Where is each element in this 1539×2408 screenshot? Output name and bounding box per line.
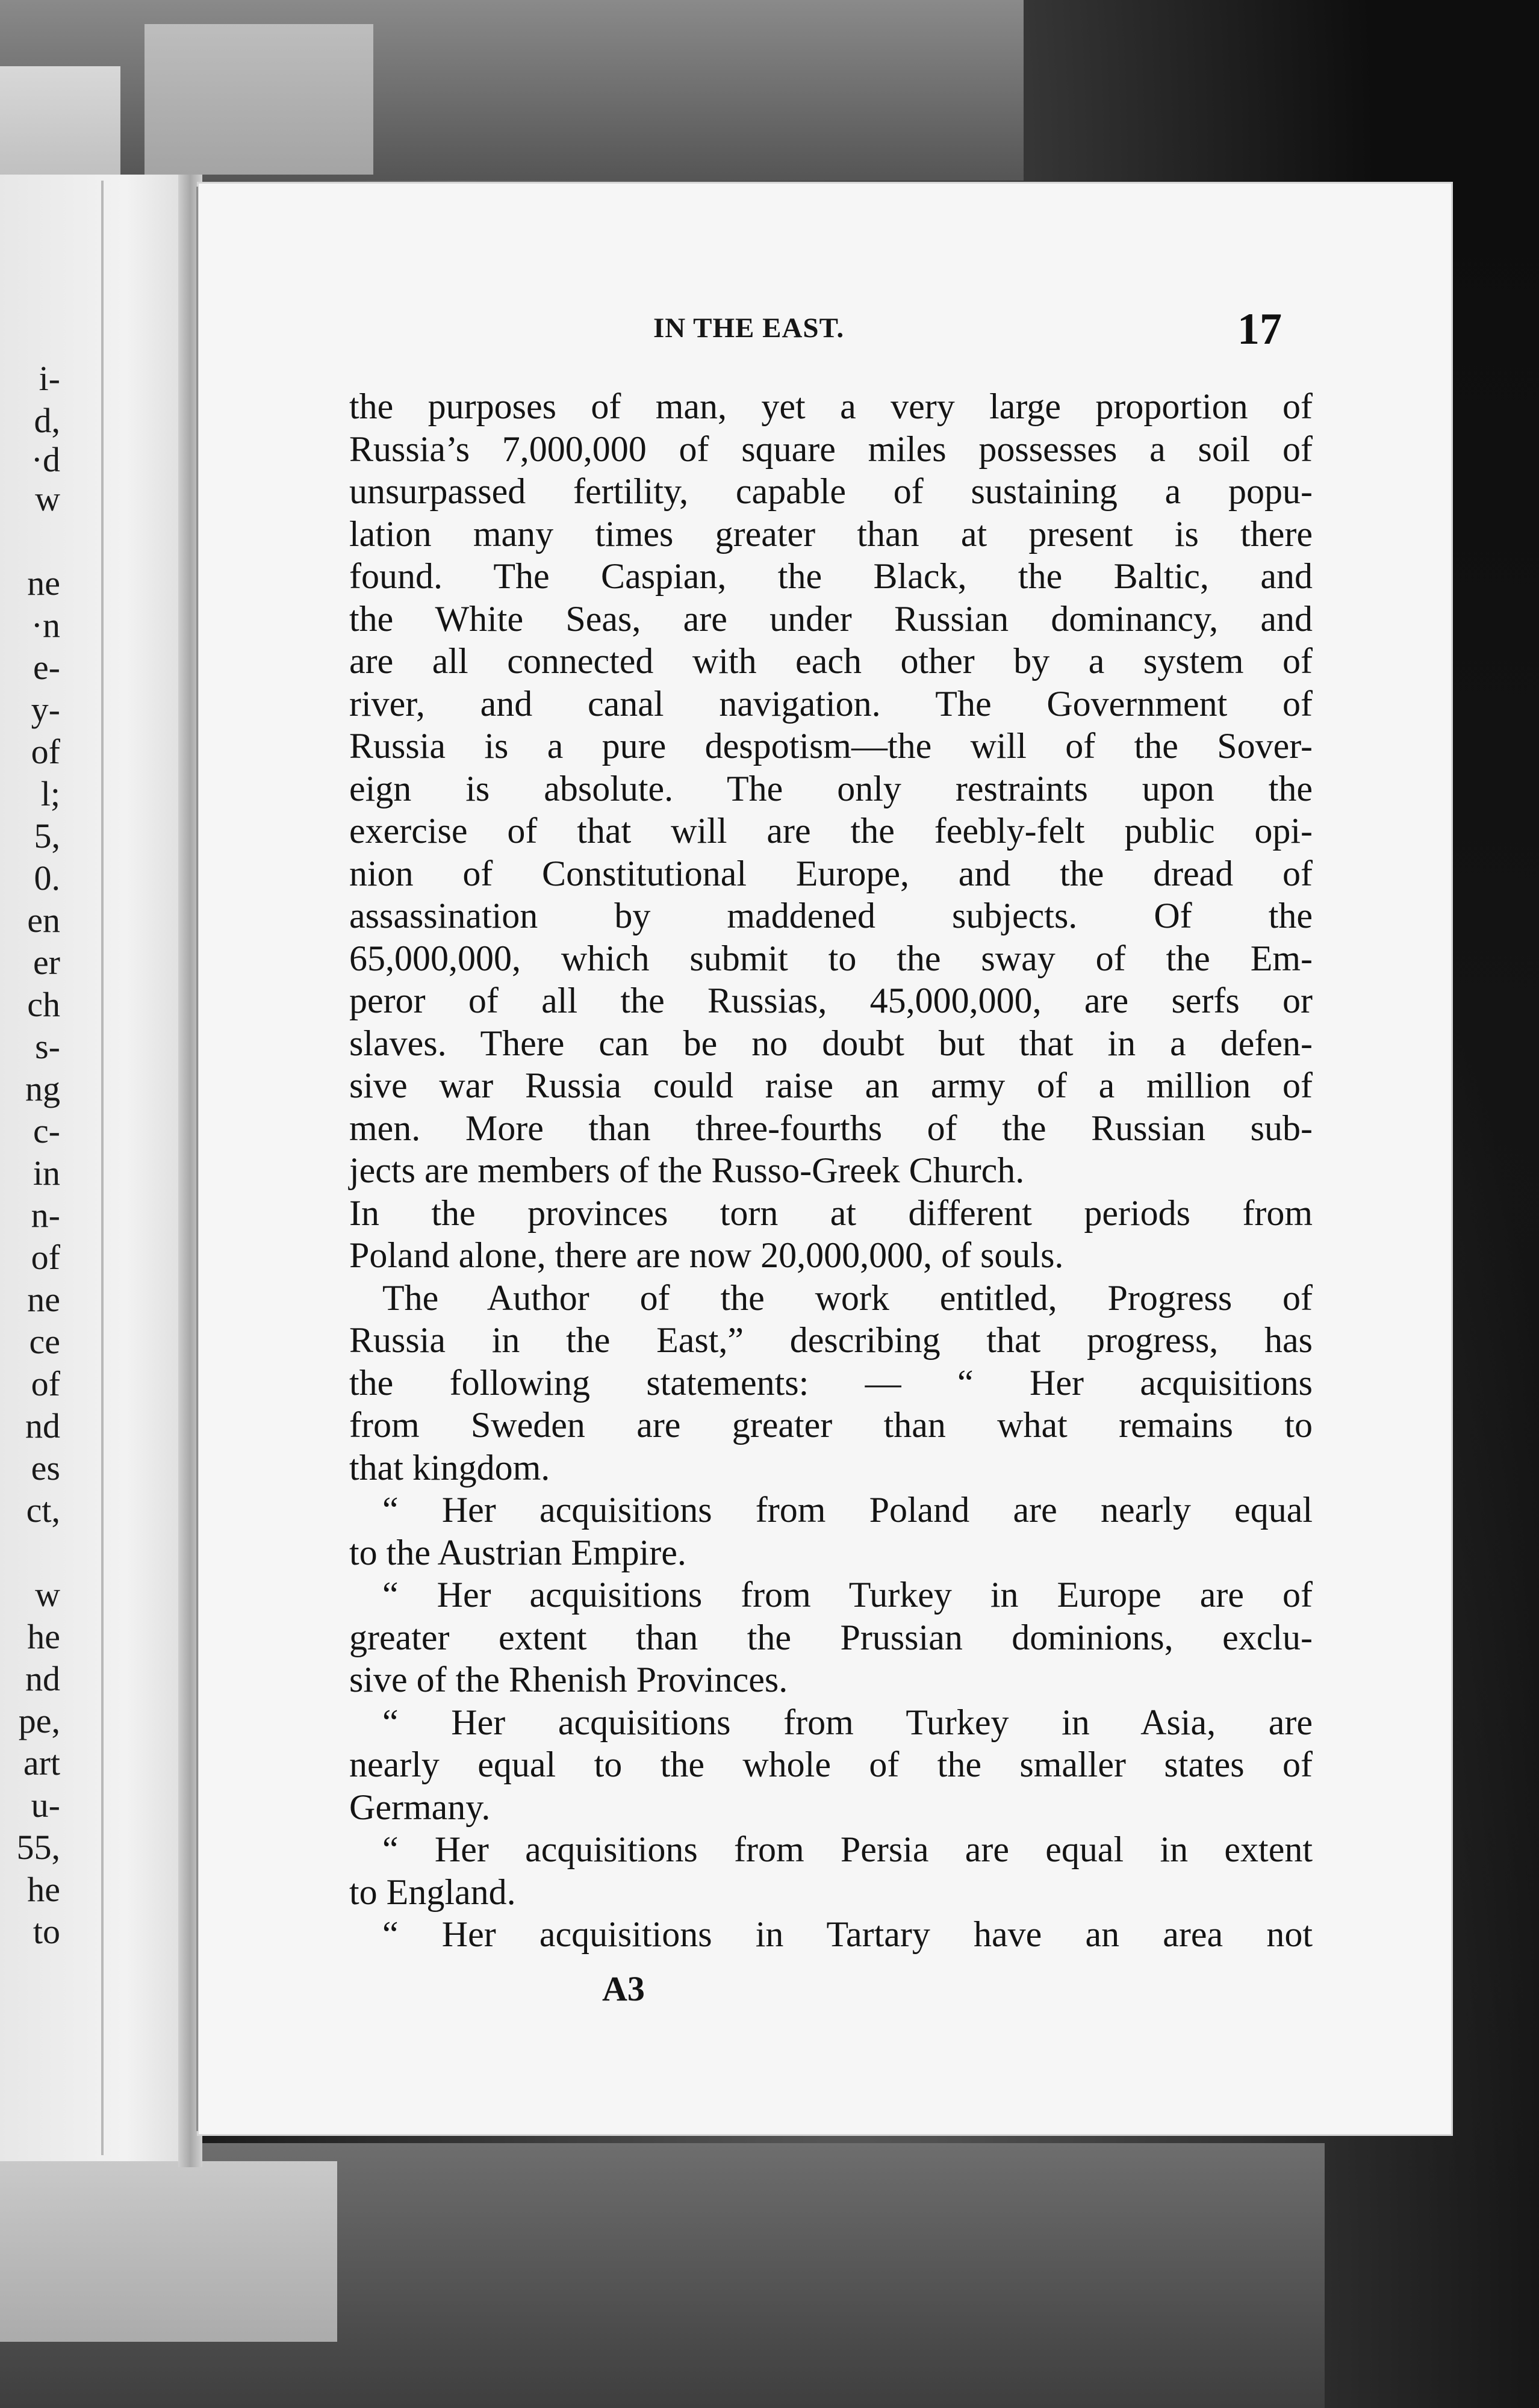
text-line: eign is absolute. The only restraints upon the <box>349 769 1313 808</box>
text-line: “ Her acquisitions from Turkey in Asia, are <box>382 1702 1313 1742</box>
text-line: jects are members of the Russo-Greek Church. <box>349 1150 1025 1190</box>
facing-page-fragment: in <box>33 1153 60 1193</box>
facing-page-fragment: n- <box>31 1196 60 1235</box>
text-line: from Sweden are greater than what remains to <box>349 1405 1313 1445</box>
text-line: assassination by maddened subjects. Of the <box>349 896 1313 936</box>
facing-page-fragment: to <box>33 1912 60 1951</box>
facing-page-fragment: es <box>31 1448 60 1488</box>
facing-page-fragment: s- <box>35 1027 60 1066</box>
text-line: to the Austrian Empire. <box>349 1533 686 1572</box>
text-line: river, and canal navigation. The Government of <box>349 684 1313 724</box>
facing-page-fragment: 55, <box>16 1828 60 1867</box>
text-line: Germany. <box>349 1787 491 1827</box>
text-line: the following statements: — “ Her acquisitions <box>349 1363 1313 1403</box>
page-number: 17 <box>1237 305 1282 354</box>
text-line: “ Her acquisitions from Persia are equal in extent <box>382 1829 1313 1869</box>
facing-page-fragment: art <box>23 1743 60 1783</box>
text-line: the White Seas, are under Russian dominancy, and <box>349 599 1313 639</box>
text-line: nion of Constitutional Europe, and the dread of <box>349 854 1313 893</box>
facing-page-fragment: u- <box>31 1786 60 1825</box>
running-head: IN THE EAST. <box>653 312 845 344</box>
text-line: men. More than three-fourths of the Russian sub- <box>349 1108 1313 1148</box>
text-line: Poland alone, there are now 20,000,000, of souls. <box>349 1235 1064 1275</box>
text-line: Russia is a pure despotism—the will of the Sover- <box>349 726 1313 766</box>
facing-page-fragment: 5, <box>34 816 60 855</box>
text-line: found. The Caspian, the Black, the Baltic, and <box>349 556 1313 596</box>
facing-page-fragment: d, <box>34 401 60 440</box>
text-line: greater extent than the Prussian dominions, exclu- <box>349 1618 1313 1657</box>
text-line: “ Her acquisitions from Poland are nearly equal <box>382 1490 1313 1530</box>
facing-page-edge <box>101 181 104 2155</box>
text-line: “ Her acquisitions from Turkey in Europe are of <box>382 1575 1313 1615</box>
facing-page-fragment: i- <box>39 359 60 398</box>
text-line: are all connected with each other by a system of <box>349 641 1313 681</box>
text-line: The Author of the work entitled, Progress of <box>382 1278 1313 1318</box>
text-line: sive of the Rhenish Provinces. <box>349 1660 788 1699</box>
text-line: nearly equal to the whole of the smaller states of <box>349 1745 1313 1784</box>
text-line: Russia’s 7,000,000 of square miles possesses a soil of <box>349 429 1313 469</box>
facing-page-fragment: l; <box>40 774 60 813</box>
facing-page-fragment: en <box>27 901 60 940</box>
facing-page-fragment: ne <box>27 563 60 603</box>
facing-page-fragment: ·n <box>31 606 60 645</box>
facing-page-fragment: ne <box>27 1280 60 1319</box>
text-line: peror of all the Russias, 45,000,000, are serfs or <box>349 981 1313 1020</box>
facing-page-fragment: w <box>35 1575 60 1614</box>
facing-page-fragment: ·d <box>31 440 60 479</box>
page-left-edge <box>196 187 198 2131</box>
facing-page-fragment: e- <box>33 648 60 687</box>
facing-page-fragment: of <box>31 732 60 771</box>
text-line: that kingdom. <box>349 1448 550 1488</box>
facing-page-text-fragments <box>0 0 60 2408</box>
text-line: 65,000,000, which submit to the sway of the Em- <box>349 939 1313 978</box>
facing-page-fragment: ch <box>27 985 60 1024</box>
facing-page-fragment: y- <box>31 690 60 729</box>
facing-page-fragment: 0. <box>34 858 60 898</box>
facing-page-fragment: pe, <box>18 1701 60 1740</box>
text-line: the purposes of man, yet a very large proportion of <box>349 386 1313 426</box>
text-line: lation many times greater than at present is there <box>349 514 1313 554</box>
facing-page-fragment: he <box>27 1617 60 1656</box>
text-line: “ Her acquisitions in Tartary have an area not <box>382 1914 1313 1954</box>
top-binding-light <box>145 24 373 175</box>
facing-page-fragment: ce <box>29 1322 60 1361</box>
signature-mark: A3 <box>602 1969 645 2008</box>
facing-page-fragment: he <box>27 1870 60 1909</box>
text-line: In the provinces torn at different periods from <box>349 1193 1313 1233</box>
facing-page-fragment: of <box>31 1238 60 1277</box>
text-line: exercise of that will are the feebly-felt public opi- <box>349 811 1313 851</box>
text-line: sive war Russia could raise an army of a million of <box>349 1066 1313 1105</box>
facing-page-fragment: nd <box>25 1659 60 1698</box>
facing-page-fragment: ct, <box>26 1491 60 1530</box>
facing-page-fragment: ng <box>25 1069 60 1108</box>
facing-page-fragment: of <box>31 1364 60 1403</box>
facing-page-fragment: c- <box>33 1111 60 1150</box>
text-line: to England. <box>349 1872 516 1912</box>
facing-page-fragment: nd <box>25 1406 60 1445</box>
text-line: slaves. There can be no doubt but that in a defen- <box>349 1023 1313 1063</box>
facing-page-fragment: w <box>35 479 60 518</box>
facing-page-fragment: er <box>33 943 60 982</box>
text-line: unsurpassed fertility, capable of sustaining a popu- <box>349 471 1313 511</box>
text-line: Russia in the East,” describing that progress, has <box>349 1320 1313 1360</box>
